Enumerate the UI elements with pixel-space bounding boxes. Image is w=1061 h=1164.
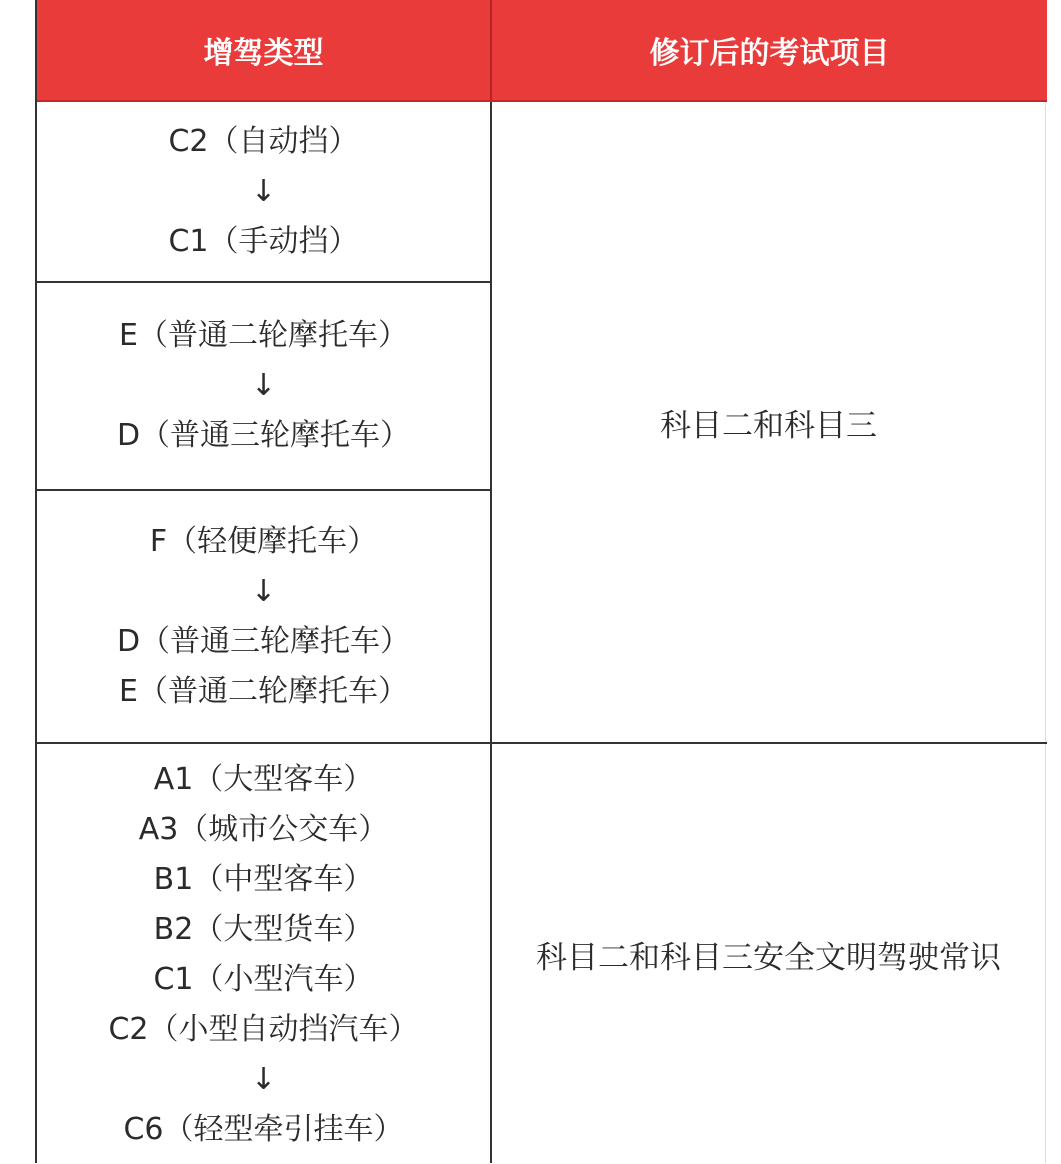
upgrade-type-cell (37, 283, 490, 489)
table-header (37, 0, 1047, 102)
down-arrow-icon: ↓ (250, 1062, 277, 1097)
license-from: F（轻便摩托车） (149, 523, 378, 559)
upgrade-type-cell (37, 491, 490, 742)
down-arrow-icon: ↓ (250, 573, 277, 609)
license-to: C1（手动挡） (168, 224, 359, 259)
header-exam-items: 修订后的考试项目 (649, 36, 890, 71)
upgrade-type-cell (37, 102, 490, 282)
license-from: E（普通二轮摩托车） (119, 318, 408, 353)
license-to: C6（轻型牵引挂车） (123, 1112, 404, 1147)
upgrade-type-cell (37, 755, 490, 1163)
header-upgrade-type: 增驾类型 (203, 36, 324, 71)
license-from: B1（中型客车） (153, 862, 374, 897)
upgrade-exam-table (35, 0, 1045, 1163)
license-to: D（普通三轮摩托车） (116, 623, 411, 659)
license-to: D（普通三轮摩托车） (116, 418, 411, 453)
exam-items-cell: 科目二和科目三 (660, 407, 877, 444)
license-from: C2（小型自动挡汽车） (108, 1012, 419, 1047)
license-from: A3（城市公交车） (138, 812, 389, 847)
license-from: C1（小型汽车） (153, 962, 374, 997)
exam-items-cell: 科目二和科目三安全文明驾驶常识 (536, 939, 1001, 976)
license-from: C2（自动挡） (168, 124, 359, 159)
license-from: B2（大型货车） (153, 912, 374, 947)
down-arrow-icon: ↓ (250, 368, 277, 403)
license-from: A1（大型客车） (153, 762, 374, 797)
down-arrow-icon: ↓ (250, 174, 277, 209)
license-to: E（普通二轮摩托车） (119, 673, 408, 709)
table-right-border (1045, 102, 1046, 1163)
